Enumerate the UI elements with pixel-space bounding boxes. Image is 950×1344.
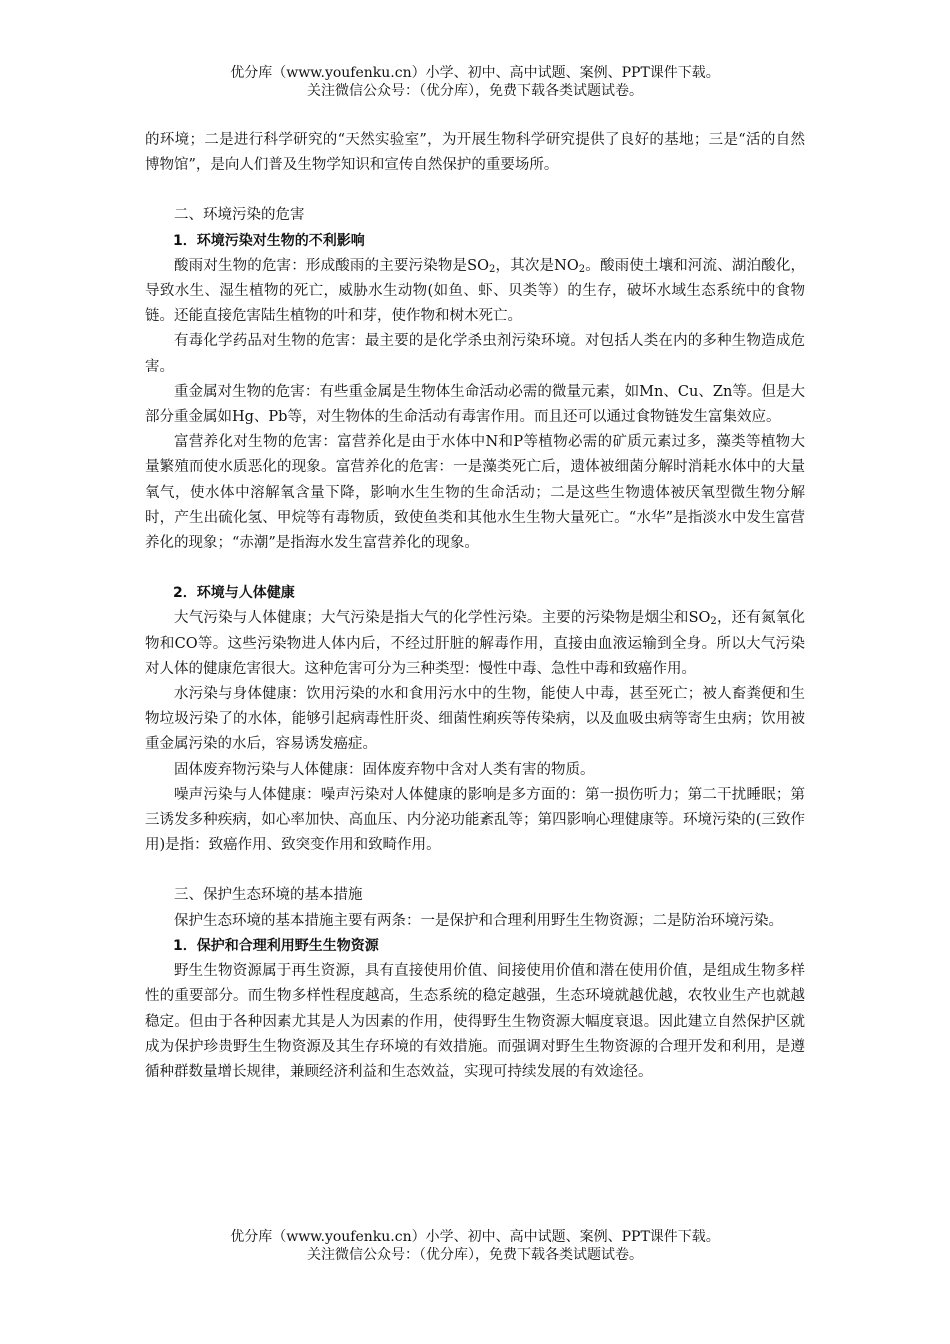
header-line-2: 关注微信公众号：（优分库），免费下载各类试题试卷。 xyxy=(307,83,643,99)
eutrophication-paragraph: 富营养化对生物的危害：富营养化是由于水体中N和P等植物必需的矿质元素过多，藻类等植物大量繁殖而使水质恶化的现象。富营养化的危害：一是藻类死亡后，遗体被细菌分解时消耗水体中的大量氧气，使水体中溶解氧含量下降，影响水生生物的生命活动；二是这些生物遗体被厌氧型微生物分解时，产生出硫化氢、甲烷等有毒物质，致使鱼类和其他水生生物大量死亡。“水华”是指淡水中发生富营养化的现象；“赤潮”是指海水发生富营养化的现象。 xyxy=(145,434,805,552)
subsection-2-1-title: 1．环境污染对生物的不利影响 xyxy=(173,232,365,249)
intro-paragraph: 的环境；二是进行科学研究的“天然实验室”，为开展生物科学研究提供了良好的基地；三是“活的自然博物馆”，是向人们普及生物学知识和宣传自然保护的重要场所。 xyxy=(145,132,805,174)
acid-rain-paragraph: 酸雨对生物的危害：形成酸雨的主要污染物是$SO_2$，其次是$NO_2$。酸雨使土壤和河流、湖泊酸化，导致水生、湿生植物的死亡，威胁水生动物(如鱼、虾、贝类等）的生存，破坏水域生态系统中的食物链。还能直接危害陆生植物的叶和芽，使作物和树木死亡。 xyxy=(145,257,806,325)
page-header xyxy=(0,64,950,100)
footer-line-2: 关注微信公众号：（优分库），免费下载各类试题试卷。 xyxy=(307,1247,643,1263)
page-footer xyxy=(0,1228,950,1264)
section-3-title: 三、保护生态环境的基本措施 xyxy=(174,887,363,904)
noise-pollution-paragraph: 噪声污染与人体健康：噪声污染对人体健康的影响是多方面的：第一损伤听力；第二干扰睡眠；第三诱发多种疾病，如心率加快、高血压、内分泌功能紊乱等；第四影响心理健康等。环境污染的(三致作用)是指：致癌作用、致突变作用和致畸作用。 xyxy=(145,786,805,854)
solid-waste-paragraph: 固体废弃物污染与人体健康：固体废弃物中含对人类有害的物质。 xyxy=(174,761,595,778)
measures-paragraph: 保护生态环境的基本措施主要有两条：一是保护和合理利用野生生物资源；二是防治环境污染。 xyxy=(174,912,783,929)
section-2-title: 二、环境污染的危害 xyxy=(174,207,305,224)
header-line-1: 优分库（www.youfenku.cn）小学、初中、高中试题、案例、PPT课件下载。 xyxy=(230,65,720,81)
wildlife-paragraph: 野生生物资源属于再生资源，具有直接使用价值、间接使用价值和潜在使用价值，是组成生物多样性的重要部分。而生物多样性程度越高，生态系统的稳定越强，生态环境就越优越，农牧业生产也就越稳定。但由于各种因素尤其是人为因素的作用，使得野生生物资源大幅度衰退。因此建立自然保护区就成为保护珍贵野生生物资源及其生存环境的有效措施。而强调对野生生物资源的合理开发和利用，是遵循种群数量增长规律，兼顾经济利益和生态效益，实现可持续发展的有效途径。 xyxy=(145,963,805,1080)
subsection-2-2-title: 2．环境与人体健康 xyxy=(173,585,295,602)
toxic-chemicals-paragraph: 有毒化学药品对生物的危害：最主要的是化学杀虫剂污染环境。对包括人类在内的多种生物造成危害。 xyxy=(145,333,805,375)
footer-line-1: 优分库（www.youfenku.cn）小学、初中、高中试题、案例、PPT课件下载。 xyxy=(230,1229,720,1245)
heavy-metal-paragraph: 重金属对生物的危害：有些重金属是生物体生命活动必需的微量元素，如Mn、Cu、Zn等。但是大部分重金属如Hg、Pb等，对生物体的生命活动有毒害作用。而且还可以通过食物链发生富集效应。 xyxy=(145,383,805,426)
air-pollution-paragraph: 大气污染与人体健康；大气污染是指大气的化学性污染。主要的污染物是烟尘和$SO_2$，还有氮氧化物和CO等。这些污染物进人体内后，不经过肝脏的解毒作用，直接由血液运输到全身。所以大气污染对人体的健康危害很大。这种危害可分为三种类型：慢性中毒、急性中毒和致癌作用。 xyxy=(145,610,805,677)
water-pollution-paragraph: 水污染与身体健康：饮用污染的水和食用污水中的生物，能使人中毒，甚至死亡；被人畜粪便和生物垃圾污染了的水体，能够引起病毒性肝炎、细菌性痢疾等传染病，以及血吸虫病等寄生虫病；饮用被重金属污染的水后，容易诱发癌症。 xyxy=(145,686,805,753)
subsection-3-1-title: 1．保护和合理利用野生生物资源 xyxy=(173,937,379,954)
document-body xyxy=(145,128,805,1085)
